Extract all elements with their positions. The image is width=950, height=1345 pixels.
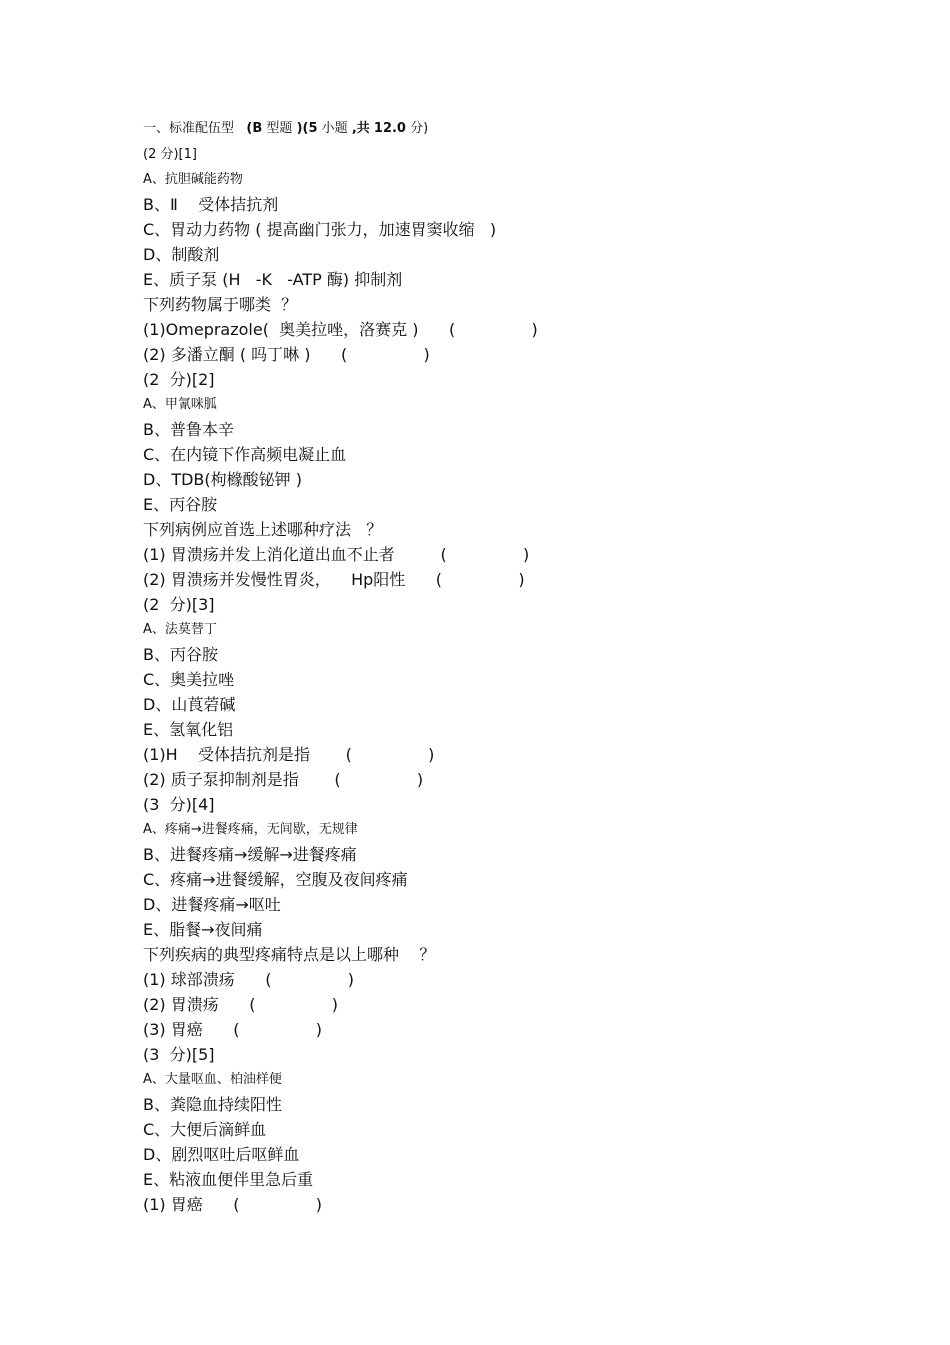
section-header-part: (B xyxy=(246,121,263,136)
sub-question: (1) 胃溃疡并发上消化道出血不止者 ( ) xyxy=(143,545,530,564)
question-stem: 下列疾病的典型疼痛特点是以上哪种 ？ xyxy=(143,945,436,964)
option-line: D、TDB(枸橼酸铋钾 ) xyxy=(143,470,302,489)
option-line: B、粪隐血持续阳性 xyxy=(143,1095,282,1114)
option-line: B、进餐疼痛→缓解→进餐疼痛 xyxy=(143,845,357,864)
section-header-part: 分) xyxy=(410,121,429,136)
section-header-part: )(5 xyxy=(296,121,318,136)
sub-question: (2) 胃溃疡 ( ) xyxy=(143,995,339,1014)
option-line: C、在内镜下作高频电凝止血 xyxy=(143,445,347,464)
option-line: A、大量呕血、柏油样便 xyxy=(143,1072,282,1087)
section-header-part: 一、标准配伍型 xyxy=(143,121,235,136)
question-score: (3 分)[4] xyxy=(143,795,215,814)
option-line: C、奥美拉唑 xyxy=(143,670,235,689)
option-line: A、疼痛→进餐疼痛，无间歇，无规律 xyxy=(143,822,358,837)
option-line: C、大便后滴鲜血 xyxy=(143,1120,267,1139)
sub-question: (1)Omeprazole( 奥美拉唑，洛赛克 ) ( ) xyxy=(143,320,538,339)
section-header-part: 12.0 xyxy=(373,121,406,136)
sub-question: (1) 球部溃疡 ( ) xyxy=(143,970,355,989)
option-line: D、制酸剂 xyxy=(143,245,220,264)
question-score: (2 分)[3] xyxy=(143,595,215,614)
option-line: D、剧烈呕吐后呕鲜血 xyxy=(143,1145,300,1164)
option-line: B、丙谷胺 xyxy=(143,645,218,664)
question-stem: 下列药物属于哪类 ？ xyxy=(143,295,298,314)
section-header-part: 型题 xyxy=(266,121,293,136)
option-line: E、粘液血便伴里急后重 xyxy=(143,1170,314,1189)
option-line: D、进餐疼痛→呕吐 xyxy=(143,895,281,914)
question-score: (3 分)[5] xyxy=(143,1045,215,1064)
question-score: (2 分)[2] xyxy=(143,370,215,389)
sub-question: (1) 胃癌 ( ) xyxy=(143,1195,323,1214)
option-line: E、丙谷胺 xyxy=(143,495,218,514)
sub-question: (2) 质子泵抑制剂是指 ( ) xyxy=(143,770,424,789)
section-header-part: ,共 xyxy=(351,121,370,136)
option-line: A、抗胆碱能药物 xyxy=(143,172,243,187)
option-line: E、氢氧化铝 xyxy=(143,720,234,739)
section-header xyxy=(143,116,903,142)
option-line: E、质子泵 (H -K -ATP 酶) 抑制剂 xyxy=(143,270,403,289)
question-score: (2 分)[1] xyxy=(143,147,197,162)
document-page xyxy=(143,116,903,1217)
option-line: C、胃动力药物 ( 提高幽门张力，加速胃窦收缩 ) xyxy=(143,220,497,239)
sub-question: (1)H 受体拮抗剂是指 ( ) xyxy=(143,745,435,764)
sub-question: (3) 胃癌 ( ) xyxy=(143,1020,323,1039)
option-line: A、法莫替丁 xyxy=(143,622,217,637)
option-line: E、脂餐→夜间痛 xyxy=(143,920,263,939)
sub-question: (2) 多潘立酮 ( 吗丁啉 ) ( ) xyxy=(143,345,430,364)
option-line: A、甲氰咪胍 xyxy=(143,397,217,412)
option-line: B、普鲁本辛 xyxy=(143,420,234,439)
option-line: B、Ⅱ 受体拮抗剂 xyxy=(143,195,279,214)
sub-question: (2) 胃溃疡并发慢性胃炎， Hp阳性 ( ) xyxy=(143,570,525,589)
option-line: C、疼痛→进餐缓解，空腹及夜间疼痛 xyxy=(143,870,408,889)
section-header-part: 小题 xyxy=(321,121,348,136)
question-stem: 下列病例应首选上述哪种疗法 ？ xyxy=(143,520,383,539)
option-line: D、山莨菪碱 xyxy=(143,695,236,714)
